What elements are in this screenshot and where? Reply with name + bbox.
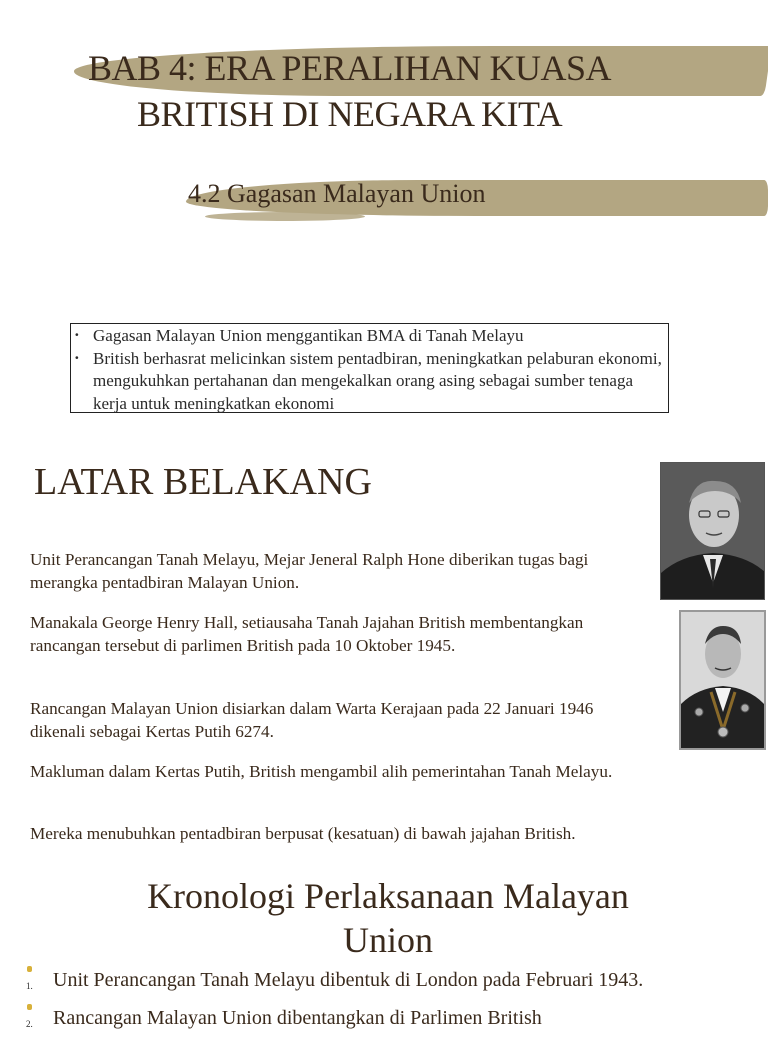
portrait-figure-icon: [661, 463, 765, 600]
list-item-text: Rancangan Malayan Union dibentangkan di Parlimen British: [53, 1007, 542, 1029]
summary-bullet: · Gagasan Malayan Union menggantikan BMA di Tanah Melayu: [71, 325, 668, 348]
portrait-photo-ralph-hone: [660, 462, 765, 600]
section-subtitle: 4.2 Gagasan Malayan Union: [188, 179, 486, 208]
list-number: 2.: [26, 1019, 33, 1029]
latar-paragraph: Rancangan Malayan Union disiarkan dalam Warta Kerajaan pada 22 Januari 1946 dikenali sebagai Kertas Putih 6274.: [30, 699, 594, 741]
subtitle-brush-tail: [205, 212, 365, 221]
kronologi-list: [26, 965, 766, 1033]
latar-paragraph: Unit Perancangan Tanah Melayu, Mejar Jeneral Ralph Hone diberikan tugas bagi merangka pentadbiran Malayan Union.: [30, 550, 589, 592]
kronologi-heading: Kronologi Perlaksanaan Malayan Union: [147, 876, 629, 960]
list-number: 1.: [26, 981, 33, 991]
latar-belakang-heading: LATAR BELAKANG: [34, 461, 372, 503]
page-title-line1: BAB 4: ERA PERALIHAN KUASA: [88, 48, 612, 88]
portrait-photo-george-henry-hall: [679, 610, 766, 750]
list-item-text: Unit Perancangan Tanah Melayu dibentuk di London pada Februari 1943.: [53, 969, 644, 991]
latar-paragraph: Manakala George Henry Hall, setiausaha Tanah Jajahan British membentangkan rancangan tersebut di parlimen British pada 10 Oktober 1945.: [30, 613, 584, 655]
list-item: [26, 1003, 766, 1033]
summary-list: [71, 325, 668, 415]
summary-bullet: · British berhasrat melicinkan sistem pentadbiran, meningkatkan pelaburan ekonomi, mengukuhkan pertahanan dan mengekalkan orang asing sebagai sumber tenaga kerja untuk meningkatkan ekonomi: [71, 348, 668, 416]
latar-paragraph: Makluman dalam Kertas Putih, British mengambil alih pemerintahan Tanah Melayu.: [30, 762, 613, 781]
latar-paragraph: Mereka menubuhkan pentadbiran berpusat (kesatuan) di bawah jajahan British.: [30, 824, 576, 843]
summary-box: [70, 323, 669, 413]
page-title-line2: BRITISH DI NEGARA KITA: [137, 94, 563, 134]
list-item: [26, 965, 766, 995]
portrait-figure-icon: [681, 612, 764, 748]
